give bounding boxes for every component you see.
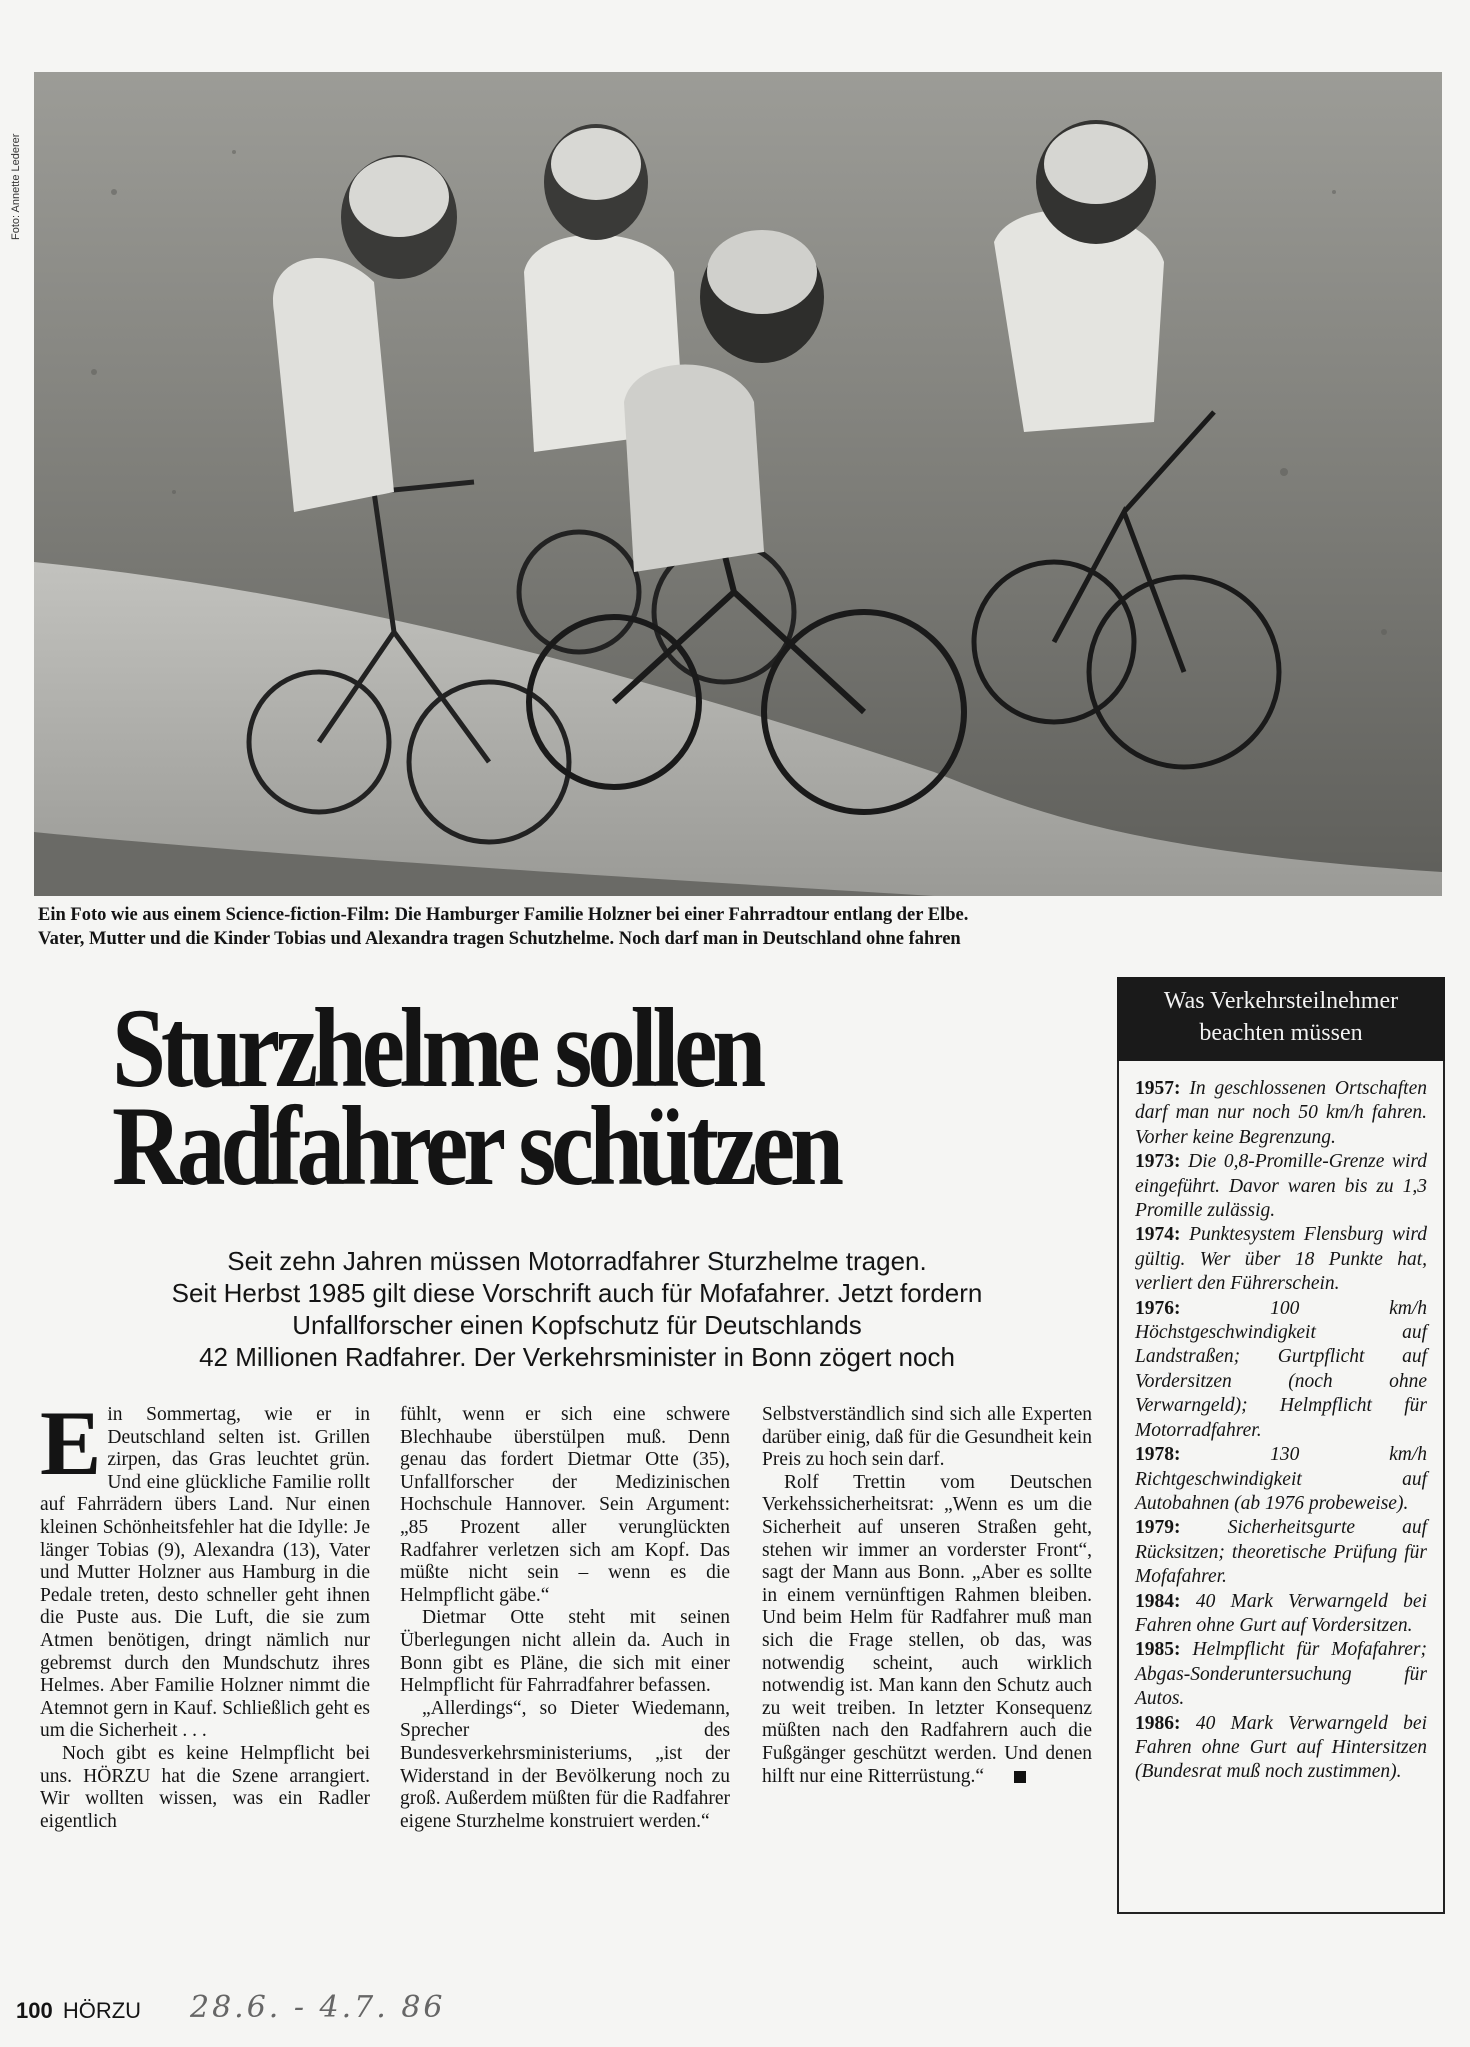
- timeline-year: 1978:: [1135, 1444, 1181, 1466]
- timeline-entry: [1135, 1077, 1427, 1150]
- timeline-entry: [1135, 1443, 1427, 1516]
- headline: [112, 986, 938, 1209]
- photo-caption: [38, 903, 1438, 951]
- intro-line-1: Seit zehn Jahren müssen Motorradfahrer Sturzhelme tragen.: [227, 1246, 927, 1276]
- intro-text: [52, 1245, 1102, 1373]
- timeline-entry: [1135, 1516, 1427, 1589]
- article-paragraph: Dietmar Otte steht mit seinen Überlegungen nicht allein da. Auch in Bonn gibt es Pläne, die sich mit einer Helmpflicht für Fahrradfahrer befassen.: [400, 1607, 730, 1697]
- article-paragraph: Ein Sommertag, wie er in Deutschland selten ist. Grillen zirpen, das Gras leuchtet grün. Und eine glückliche Familie rollt auf Fahrrädern übers Land. Nur einen kleinen Schönheitsfehler hat die Idylle: Je länger Tobias (9), Alexandra (13), Vater und Mutter Holzner aus Hamburg in die Pedale treten, desto schneller geht ihnen die Puste aus. Die Luft, die sie zum Atmen benötigen, dringt nämlich nur gebremst durch den Mundschutz ihres Helmes. Aber Familie Holzner nimmt die Atemnot gern in Kauf. Schließlich geht es um die Sicherheit . . .: [40, 1392, 370, 1742]
- headline-line-1: Sturzhelme sollen: [112, 986, 762, 1111]
- timeline-entry: [1135, 1712, 1427, 1785]
- page-footer: [16, 1998, 141, 2024]
- magazine-name: HÖRZU: [62, 1998, 142, 2023]
- timeline-text: Sicherheitsgurte auf Rücksitzen; theoretische Prüfung für Mofafahrer.: [1135, 1517, 1427, 1588]
- timeline-text: 40 Mark Verwarngeld bei Fahren ohne Gurt auf Vordersitzen.: [1135, 1590, 1427, 1636]
- photo-credit: Foto: Annette Lederer: [10, 133, 22, 240]
- timeline-year: 1985:: [1135, 1639, 1181, 1661]
- timeline-year: 1974:: [1135, 1224, 1181, 1246]
- end-mark: [1014, 1771, 1026, 1783]
- timeline-entry: [1135, 1297, 1427, 1443]
- sidebar-title: Was Verkehrsteilnehmer beachten müssen: [1117, 977, 1445, 1061]
- timeline-year: 1957:: [1135, 1078, 1181, 1099]
- sidebar-entries: [1135, 1077, 1427, 1785]
- timeline-year: 1986:: [1135, 1712, 1181, 1734]
- timeline-entry: [1135, 1150, 1427, 1223]
- page-number: 100: [16, 1998, 53, 2023]
- article-column-1: [40, 1392, 370, 1833]
- article-paragraph: „Allerdings“, so Dieter Wiedemann, Sprecher des Bundesverkehrsministeriums, „ist der Widerstand in der Bevölkerung noch zu groß. Außerdem müßten für die Radfahrer eigene Sturzhelme konstruiert werden.“: [400, 1697, 730, 1832]
- timeline-text: 100 km/h Höchstgeschwindigkeit auf Landstraßen; Gurtpflicht auf Vordersitzen (noch ohne Verwarngeld); Helmpflicht für Motorradfahrer.: [1135, 1297, 1427, 1441]
- timeline-entry: [1135, 1590, 1427, 1639]
- intro-line-2: Seit Herbst 1985 gilt diese Vorschrift auch für Mofafahrer. Jetzt fordern: [171, 1278, 983, 1308]
- timeline-text: 130 km/h Richtgeschwindigkeit auf Autobahnen (ab 1976 probeweise).: [1135, 1444, 1427, 1514]
- article-paragraph: fühlt, wenn er sich eine schwere Blechhaube überstülpen muß. Denn genau das fordert Dietmar Otte (35), Unfallforscher der Medizinischen Hochschule Hannover. Sein Argument: „85 Prozent aller verunglückten Radfahrer verletzen sich am Kopf. Das müßte nicht sein – wenn es die Helmpflicht gäbe.“: [400, 1404, 730, 1606]
- article-paragraph: Rolf Trettin vom Deutschen Verkehssicherheitsrat: „Wenn es um die Sicherheit auf unseren Straßen geht, stehen wir immer an vorderster Front“, sagt der Mann aus Bonn. „Aber es sollte in einem vernünftigen Rahmen bleiben. Und beim Helm für Radfahrer muß man sich die Frage stellen, ob das, was notwendig scheint, auch wirklich notwendig ist. Man kann den Schutz auch zu weit treiben. In letzter Konsequenz müßten nach den Radfahrern auch die Fußgänger geschützt werden. Und denen hilft nur eine Ritterrüstung.“: [762, 1471, 1092, 1787]
- timeline-entry: [1135, 1223, 1427, 1296]
- caption-line-2: Vater, Mutter und die Kinder Tobias und Alexandra tragen Schutzhelme. Noch darf man in Deutschland ohne fahren: [38, 929, 961, 949]
- timeline-year: 1976:: [1135, 1297, 1181, 1319]
- headline-line-2: Radfahrer schützen: [112, 1084, 839, 1209]
- timeline-year: 1984:: [1135, 1590, 1181, 1612]
- timeline-year: 1979:: [1135, 1517, 1181, 1539]
- article-paragraph: Selbstverständlich sind sich alle Experten darüber einig, daß für die Gesundheit kein Preis zu hoch sein darf.: [762, 1404, 1092, 1471]
- article-paragraph: Noch gibt es keine Helmpflicht bei uns. HÖRZU hat die Szene arrangiert. Wir wollten wissen, was ein Radler eigentlich: [40, 1742, 370, 1832]
- article-column-3: [762, 1404, 1092, 1788]
- intro-line-3: Unfallforscher einen Kopfschutz für Deutschlands: [292, 1310, 862, 1340]
- handwritten-date: 28.6. - 4.7. 86: [190, 1990, 446, 2025]
- timeline-text: 40 Mark Verwarngeld bei Fahren ohne Gurt auf Hintersitzen (Bundesrat muß noch zustimmen).: [1135, 1712, 1427, 1783]
- intro-line-4: 42 Millionen Radfahrer. Der Verkehrsminister in Bonn zögert noch: [199, 1342, 955, 1372]
- article-column-2: [400, 1404, 730, 1833]
- timeline-text: Helmpflicht für Mofafahrer; Abgas-Sonderuntersuchung für Autos.: [1135, 1639, 1427, 1710]
- caption-line-1: Ein Foto wie aus einem Science-fiction-Film: Die Hamburger Familie Holzner bei einer Fahrradtour entlang der Elbe.: [38, 905, 969, 925]
- timeline-text: Punktesystem Flensburg wird gültig. Wer über 18 Punkte hat, verliert den Führerschein.: [1135, 1224, 1427, 1295]
- timeline-year: 1973:: [1135, 1151, 1181, 1173]
- timeline-entry: [1135, 1638, 1427, 1711]
- timeline-text: In geschlossenen Ortschaften darf man nur noch 50 km/h fahren. Vorher keine Begrenzung.: [1135, 1078, 1427, 1148]
- drop-cap: E: [40, 1392, 102, 1494]
- family-cycling-photo: [34, 72, 1442, 896]
- timeline-sidebar: [1117, 977, 1445, 1914]
- timeline-text: Die 0,8-Promille-Grenze wird eingeführt. Davor waren bis zu 1,3 Promille zulässig.: [1135, 1151, 1427, 1222]
